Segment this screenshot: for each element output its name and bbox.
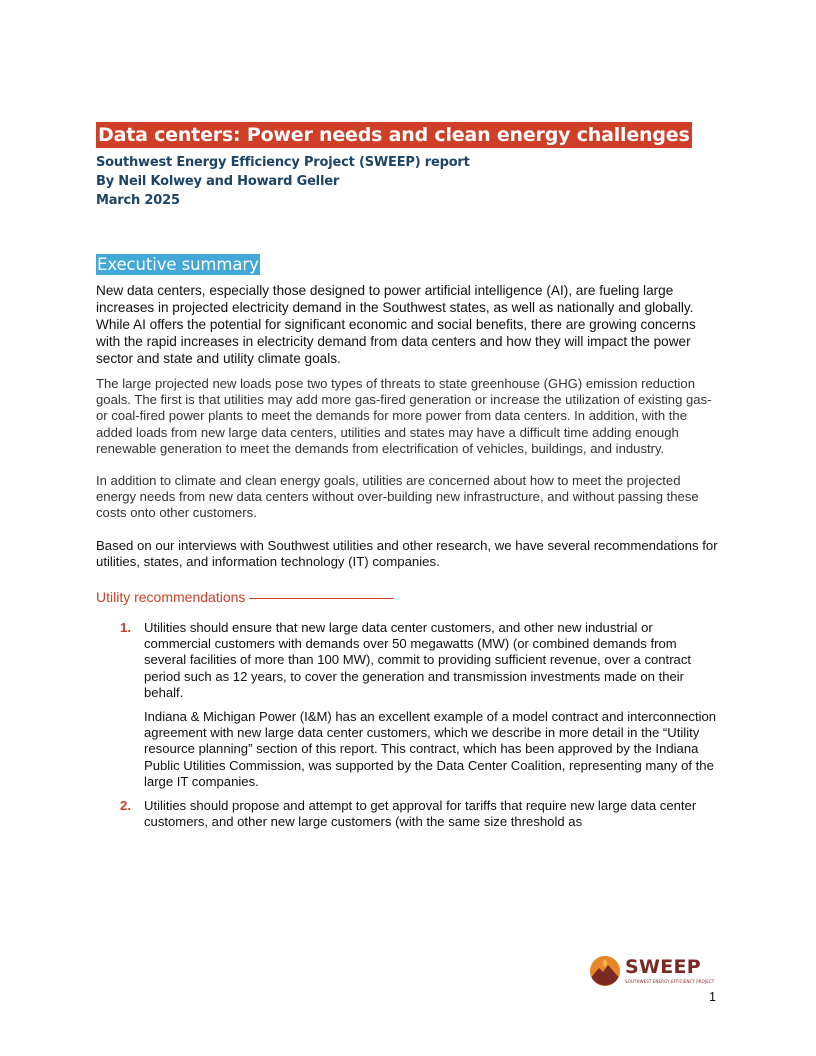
report-authors: By Neil Kolwey and Howard Geller: [96, 174, 340, 189]
logo-tagline: SOUTHWEST ENERGY EFFICIENCY PROJECT: [625, 979, 715, 984]
list-item: [96, 798, 721, 830]
recommendation-list: [96, 620, 721, 830]
document-title: Data centers: Power needs and clean energy challenges: [98, 124, 690, 146]
sweep-logo: [589, 953, 715, 987]
recommendation-text: Utilities should ensure that new large data center customers, and other new industrial or commercial customers with demands over 50 megawatts (MW) (or combined demands from several facilities of more than 100 MW), commit to providing sufficient revenue, over a contract period such as 12 years, to cover the generation and transmission investments made on their behalf.: [144, 620, 692, 700]
utility-recommendations-heading: [96, 588, 721, 606]
list-item-number: 2.: [120, 798, 132, 814]
report-date: March 2025: [96, 193, 180, 208]
list-item: [96, 620, 721, 790]
executive-summary-heading-row: [96, 210, 721, 275]
sweep-sun-mountain-icon: [589, 955, 621, 987]
page-content: [96, 122, 721, 838]
utility-recommendations-heading-text: Utility recommendations: [96, 589, 246, 606]
recommendation-text: Utilities should propose and attempt to get approval for tariffs that require new large data center customers, and other new large customers (with the same size threshold as: [144, 798, 697, 830]
heading-rule: [249, 598, 394, 599]
summary-paragraph: Based on our interviews with Southwest utilities and other research, we have several recommendations for utilities, states, and information technology (IT) companies.: [96, 537, 718, 569]
page-number: 1: [709, 990, 716, 1004]
recommendation-detail: Indiana & Michigan Power (I&M) has an excellent example of a model contract and interconnection agreement with new large data center customers, which we describe in more detail in the “Utility resource planning” section of this report. This contract, which has been approved by the Indiana Public Utilities Commission, was supported by the Data Center Coalition, representing many of the large IT companies.: [144, 709, 717, 789]
report-meta: [96, 153, 721, 210]
summary-paragraph: The large projected new loads pose two types of threats to state greenhouse (GHG) emission reduction goals. The first is that utilities may add more gas-fired generation or increase the utilization of existing gas- or coal-fired power plants to meet the demands for more power from data centers. In addition, with the added loads from new large data centers, utilities and states may have a difficult time adding enough renewable generation to meet the demands from electrification of vehicles, buildings, and industry.: [96, 376, 712, 456]
executive-summary-heading: Executive summary: [97, 255, 259, 274]
report-line: Southwest Energy Efficiency Project (SWEEP) report: [96, 155, 470, 170]
summary-paragraph: In addition to climate and clean energy goals, utilities are concerned about how to meet the projected energy needs from new data centers without over-building new infrastructure, and without passing these costs onto other customers.: [96, 473, 699, 521]
list-item-number: 1.: [120, 620, 132, 636]
logo-wordmark: SWEEP: [625, 956, 702, 978]
summary-paragraph: New data centers, especially those designed to power artificial intelligence (AI), are fueling large increases in projected electricity demand in the Southwest states, as well as nationally and globally. While AI offers the potential for significant economic and social benefits, there are growing concerns with the rapid increases in electricity demand from data centers and how they will impact the power sector and state and utility climate goals.: [96, 283, 696, 366]
